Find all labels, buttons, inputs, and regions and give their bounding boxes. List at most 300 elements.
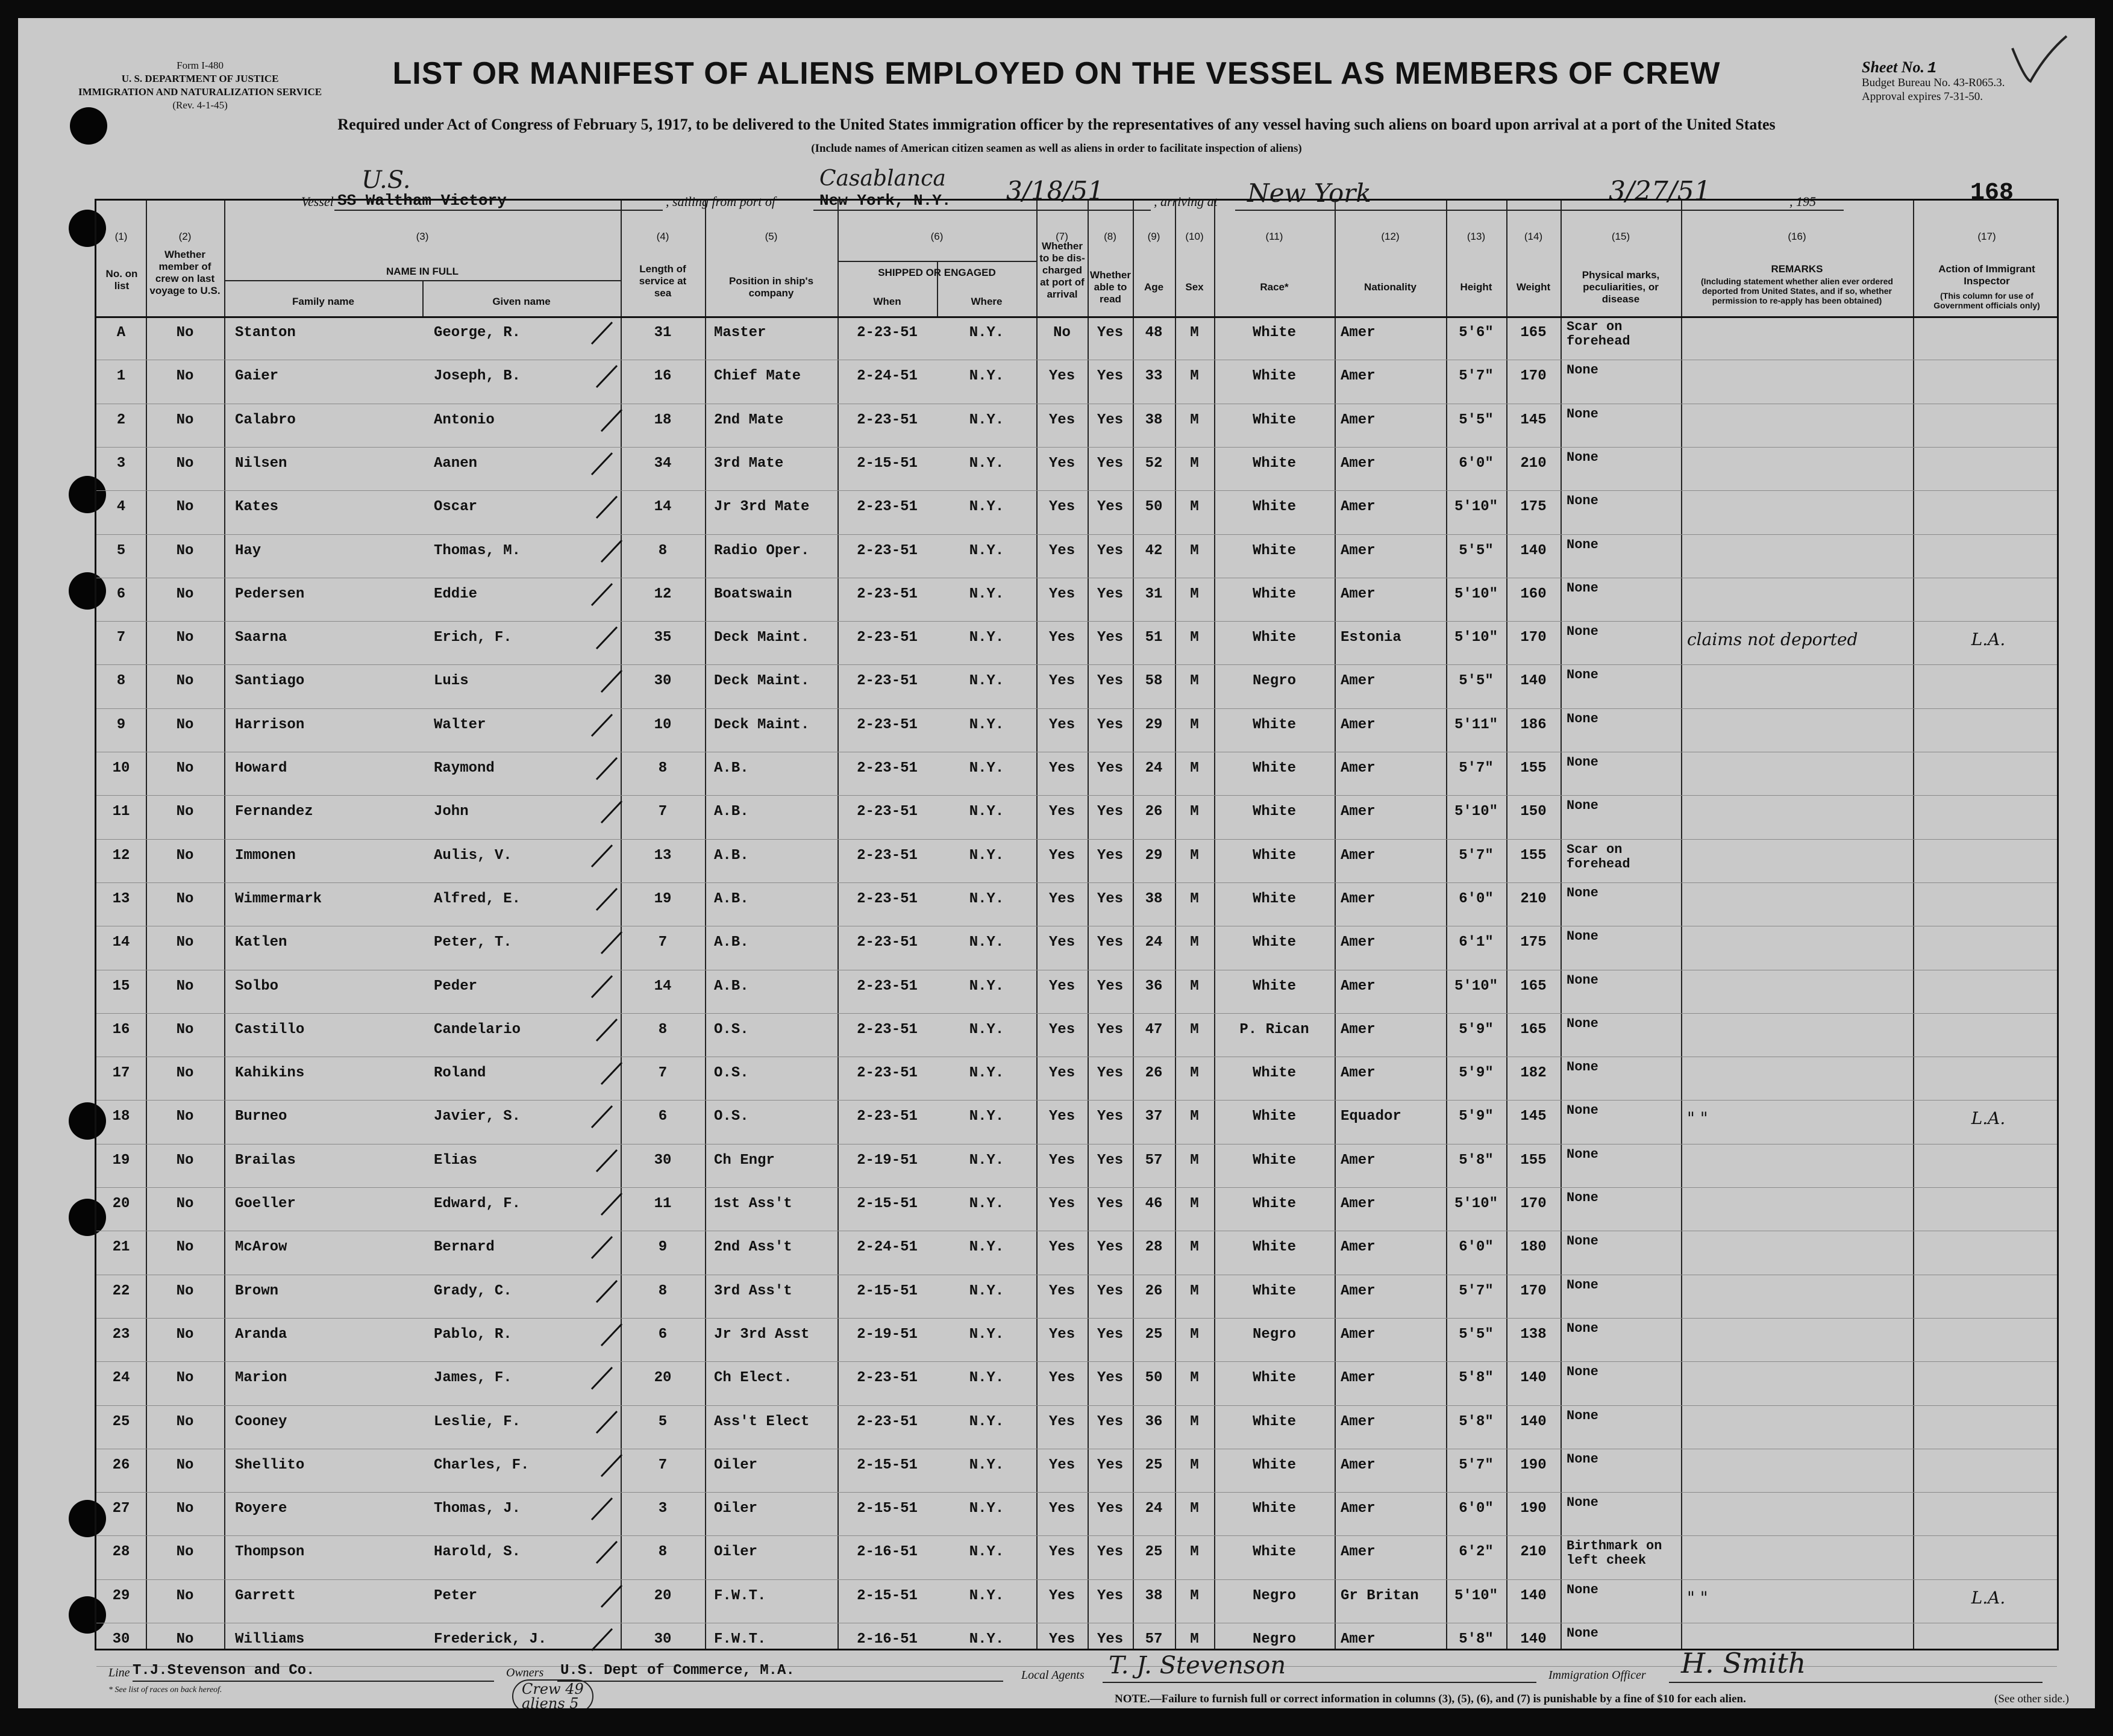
service-years: 18	[654, 411, 672, 428]
able-read: Yes	[1097, 1413, 1124, 1430]
position: F.W.T.	[714, 1631, 766, 1647]
shipped-when: 2-23-51	[857, 673, 918, 690]
shipped-when: 2-23-51	[857, 1065, 918, 1082]
physical-marks: None	[1567, 667, 1598, 683]
race: Negro	[1252, 1587, 1296, 1604]
row-no: 4	[116, 499, 126, 516]
able-read: Yes	[1097, 1282, 1124, 1299]
header-family-name: Family name	[292, 296, 354, 307]
shipped-where: N.Y.	[969, 629, 1004, 646]
nationality: Amer	[1341, 542, 1376, 559]
family-name: Fernandez	[235, 804, 313, 820]
shipped-when: 2-15-51	[857, 1457, 918, 1473]
position: Deck Maint.	[714, 673, 810, 690]
row-no: 9	[116, 716, 126, 733]
able-read: Yes	[1097, 760, 1124, 776]
nationality: Amer	[1341, 1326, 1376, 1343]
age: 46	[1145, 1196, 1163, 1212]
row-divider	[96, 1187, 2057, 1188]
header-race: Race*	[1260, 281, 1289, 293]
shipped-when: 2-15-51	[857, 1196, 918, 1212]
age: 57	[1145, 1152, 1163, 1169]
check-tick	[595, 363, 619, 393]
check-tick	[590, 1496, 615, 1526]
age: 29	[1145, 716, 1163, 733]
physical-marks: None	[1567, 624, 1598, 640]
able-read: Yes	[1097, 673, 1124, 690]
height: 6'2"	[1459, 1544, 1494, 1561]
height: 5'7"	[1459, 760, 1494, 776]
sex: M	[1190, 629, 1199, 646]
sailing-label: , sailing from port of	[666, 194, 775, 209]
shipped-when: 2-16-51	[857, 1631, 918, 1647]
sex: M	[1190, 716, 1199, 733]
discharged: No	[1053, 325, 1071, 341]
family-name: Hay	[235, 542, 261, 559]
physical-marks: None	[1567, 1190, 1598, 1205]
row-no: 18	[112, 1108, 130, 1125]
given-name: Aulis, V.	[434, 847, 512, 864]
last-voyage: No	[176, 411, 194, 428]
height: 5'7"	[1459, 847, 1494, 864]
physical-marks: None	[1567, 493, 1598, 509]
discharged: Yes	[1048, 1196, 1075, 1212]
given-name: Eddie	[434, 585, 478, 602]
service-years: 35	[654, 629, 672, 646]
row-divider	[96, 1579, 2057, 1580]
last-voyage: No	[176, 1587, 194, 1604]
check-tick	[600, 1060, 624, 1090]
vessel-label: Vessel	[301, 194, 334, 209]
weight: 160	[1520, 585, 1547, 602]
given-name: Elias	[434, 1152, 478, 1169]
row-no: 15	[112, 978, 130, 994]
discharged: Yes	[1048, 368, 1075, 385]
arriving-port: New York	[1247, 178, 1371, 208]
nationality: Estonia	[1341, 629, 1401, 646]
last-voyage: No	[176, 673, 194, 690]
row-no: 26	[112, 1457, 130, 1473]
shipped-where: N.Y.	[969, 1587, 1004, 1604]
weight: 165	[1520, 325, 1547, 341]
age: 38	[1145, 1587, 1163, 1604]
position: Oiler	[714, 1544, 758, 1561]
physical-marks: None	[1567, 1016, 1598, 1031]
given-name: Raymond	[434, 760, 495, 776]
age: 58	[1145, 673, 1163, 690]
shipped-where: N.Y.	[969, 1196, 1004, 1212]
discharged: Yes	[1048, 760, 1075, 776]
remarks: " "	[1687, 1587, 1708, 1608]
able-read: Yes	[1097, 1152, 1124, 1169]
shipped-where: N.Y.	[969, 411, 1004, 428]
see-other-side: (See other side.)	[1994, 1693, 2069, 1705]
height: 6'1"	[1459, 934, 1494, 951]
able-read: Yes	[1097, 629, 1124, 646]
given-name: Javier, S.	[434, 1108, 521, 1125]
row-no: 1	[116, 368, 126, 385]
age: 50	[1145, 1370, 1163, 1387]
weight: 210	[1520, 1544, 1547, 1561]
row-divider	[96, 795, 2057, 796]
header-weight: Weight	[1516, 281, 1551, 293]
height: 5'10"	[1454, 804, 1498, 820]
age: 38	[1145, 890, 1163, 907]
last-voyage: No	[176, 1631, 194, 1647]
service-years: 31	[654, 325, 672, 341]
sex: M	[1190, 1239, 1199, 1256]
sex: M	[1190, 1500, 1199, 1517]
able-read: Yes	[1097, 542, 1124, 559]
discharged: Yes	[1048, 542, 1075, 559]
weight: 210	[1520, 890, 1547, 907]
able-read: Yes	[1097, 585, 1124, 602]
shipped-when: 2-23-51	[857, 760, 918, 776]
able-read: Yes	[1097, 1108, 1124, 1125]
row-no: 30	[112, 1631, 130, 1647]
age: 26	[1145, 804, 1163, 820]
discharged: Yes	[1048, 1457, 1075, 1473]
physical-marks: None	[1567, 580, 1598, 596]
height: 5'10"	[1454, 629, 1498, 646]
given-name: Alfred, E.	[434, 890, 521, 907]
weight: 145	[1520, 411, 1547, 428]
shipped-where: N.Y.	[969, 1500, 1004, 1517]
remarks: " "	[1687, 1108, 1708, 1129]
arrival-date: 3/27/51	[1609, 176, 1711, 207]
weight: 165	[1520, 978, 1547, 994]
position: Ass't Elect	[714, 1413, 810, 1430]
given-name: Peter, T.	[434, 934, 512, 951]
age: 33	[1145, 368, 1163, 385]
shipped-where: N.Y.	[969, 760, 1004, 776]
able-read: Yes	[1097, 716, 1124, 733]
header-last-voyage: Whether member of crew on last voyage to U.S.	[149, 249, 221, 296]
weight: 170	[1520, 368, 1547, 385]
position: 1st Ass't	[714, 1196, 792, 1212]
sex: M	[1190, 890, 1199, 907]
sex: M	[1190, 1021, 1199, 1038]
last-voyage: No	[176, 978, 194, 994]
service-years: 10	[654, 716, 672, 733]
physical-marks: None	[1567, 363, 1598, 378]
sex: M	[1190, 1587, 1199, 1604]
sex: M	[1190, 542, 1199, 559]
height: 5'10"	[1454, 978, 1498, 994]
row-no: 22	[112, 1282, 130, 1299]
nationality: Amer	[1341, 1196, 1376, 1212]
shipped-where: N.Y.	[969, 890, 1004, 907]
height: 5'5"	[1459, 673, 1494, 690]
position: O.S.	[714, 1065, 749, 1082]
service-years: 11	[654, 1196, 672, 1212]
sex: M	[1190, 1457, 1199, 1473]
sex: M	[1190, 1065, 1199, 1082]
position: Chief Mate	[714, 368, 801, 385]
discharged: Yes	[1048, 499, 1075, 516]
weight: 140	[1520, 1587, 1547, 1604]
family-name: Cooney	[235, 1413, 287, 1430]
row-no: 24	[112, 1370, 130, 1387]
shipped-where: N.Y.	[969, 1282, 1004, 1299]
discharged: Yes	[1048, 1239, 1075, 1256]
officer-signature: H. Smith	[1681, 1647, 1806, 1679]
weight: 140	[1520, 1413, 1547, 1430]
shipped-when: 2-23-51	[857, 1413, 918, 1430]
owners-value: U.S. Dept of Commerce, M.A.	[560, 1663, 795, 1679]
weight: 170	[1520, 1196, 1547, 1212]
race: Negro	[1252, 673, 1296, 690]
position: Deck Maint.	[714, 716, 810, 733]
row-no: 23	[112, 1326, 130, 1343]
nationality: Amer	[1341, 847, 1376, 864]
last-voyage: No	[176, 1152, 194, 1169]
family-name: Brown	[235, 1282, 279, 1299]
row-divider	[96, 490, 2057, 491]
vessel-name: SS Waltham Victory	[337, 192, 507, 210]
given-name: John	[434, 804, 469, 820]
discharged: Yes	[1048, 978, 1075, 994]
check-tick	[590, 451, 615, 481]
race: White	[1252, 847, 1296, 864]
able-read: Yes	[1097, 1326, 1124, 1343]
nationality: Amer	[1341, 1413, 1376, 1430]
race: White	[1252, 585, 1296, 602]
nationality: Amer	[1341, 890, 1376, 907]
height: 5'10"	[1454, 585, 1498, 602]
physical-marks: None	[1567, 406, 1598, 422]
shipped-where: N.Y.	[969, 1413, 1004, 1430]
check-tick	[595, 625, 619, 655]
discharged: Yes	[1048, 585, 1075, 602]
check-tick	[600, 1191, 624, 1221]
discharged: Yes	[1048, 934, 1075, 951]
able-read: Yes	[1097, 1631, 1124, 1647]
position: A.B.	[714, 847, 749, 864]
position: A.B.	[714, 934, 749, 951]
nationality: Equador	[1341, 1108, 1401, 1125]
last-voyage: No	[176, 847, 194, 864]
row-no: 27	[112, 1500, 130, 1517]
vessel-hand: U.S.	[362, 166, 411, 194]
able-read: Yes	[1097, 978, 1124, 994]
weight: 165	[1520, 1021, 1547, 1038]
position: O.S.	[714, 1021, 749, 1038]
shipped-when: 2-23-51	[857, 585, 918, 602]
check-tick	[590, 1365, 615, 1395]
family-name: Marion	[235, 1370, 287, 1387]
row-no: 16	[112, 1021, 130, 1038]
nationality: Amer	[1341, 325, 1376, 341]
check-tick	[590, 1626, 615, 1656]
position: 3rd Mate	[714, 455, 784, 472]
check-tick	[595, 1409, 619, 1439]
age: 36	[1145, 978, 1163, 994]
physical-marks: None	[1567, 1364, 1598, 1380]
shipped-where: N.Y.	[969, 1631, 1004, 1647]
physical-marks: None	[1567, 1103, 1598, 1119]
crew-count-note: Crew 49 aliens 5	[512, 1679, 593, 1708]
header-when: When	[873, 296, 901, 307]
age: 25	[1145, 1326, 1163, 1343]
weight: 175	[1520, 934, 1547, 951]
age: 42	[1145, 542, 1163, 559]
family-name: Gaier	[235, 368, 279, 385]
family-name: McArow	[235, 1239, 287, 1256]
shipped-when: 2-23-51	[857, 325, 918, 341]
header-action: Action of Immigrant Inspector	[1938, 263, 2035, 287]
row-divider	[96, 882, 2057, 883]
discharged: Yes	[1048, 1326, 1075, 1343]
position: Master	[714, 325, 766, 341]
height: 5'10"	[1454, 1196, 1498, 1212]
last-voyage: No	[176, 1457, 194, 1473]
row-no: 20	[112, 1196, 130, 1212]
age: 52	[1145, 455, 1163, 472]
race: White	[1252, 325, 1296, 341]
position: Ch Elect.	[714, 1370, 792, 1387]
position: Ch Engr	[714, 1152, 775, 1169]
able-read: Yes	[1097, 1065, 1124, 1082]
row-no: 6	[116, 585, 126, 602]
sex: M	[1190, 673, 1199, 690]
family-name: Wimmermark	[235, 890, 322, 907]
discharged: Yes	[1048, 1065, 1075, 1082]
race: Negro	[1252, 1326, 1296, 1343]
discharged: Yes	[1048, 629, 1075, 646]
row-divider	[96, 1405, 2057, 1406]
race: White	[1252, 629, 1296, 646]
sailing-port-typed: New York, N.Y.	[819, 192, 951, 210]
discharged: Yes	[1048, 1021, 1075, 1038]
shipped-where: N.Y.	[969, 325, 1004, 341]
discharged: Yes	[1048, 1631, 1075, 1647]
position: Radio Oper.	[714, 542, 810, 559]
nationality: Amer	[1341, 1457, 1376, 1473]
service-years: 7	[658, 1065, 668, 1082]
family-name: Calabro	[235, 411, 296, 428]
check-tick	[590, 320, 615, 350]
physical-marks: None	[1567, 1408, 1598, 1423]
discharged: Yes	[1048, 716, 1075, 733]
corner-checkmark	[2000, 30, 2073, 90]
remarks: claims not deported	[1687, 629, 1858, 650]
last-voyage: No	[176, 716, 194, 733]
weight: 155	[1520, 1152, 1547, 1169]
check-tick	[590, 843, 615, 873]
check-tick	[590, 973, 615, 1004]
discharged: Yes	[1048, 804, 1075, 820]
race: White	[1252, 1544, 1296, 1561]
shipped-where: N.Y.	[969, 716, 1004, 733]
shipped-where: N.Y.	[969, 1152, 1004, 1169]
check-tick	[600, 1452, 624, 1482]
check-tick	[600, 668, 624, 698]
check-tick	[590, 581, 615, 611]
row-divider	[96, 1013, 2057, 1014]
header-remarks-note: (Including statement whether alien ever ordered deported from United States, and if so, whether permission to re-apply has been obtained)	[1701, 276, 1893, 305]
last-voyage: No	[176, 499, 194, 516]
service-years: 8	[658, 542, 668, 559]
family-name: Kates	[235, 499, 279, 516]
age: 24	[1145, 760, 1163, 776]
sex: M	[1190, 1631, 1199, 1647]
nationality: Amer	[1341, 1065, 1376, 1082]
weight: 182	[1520, 1065, 1547, 1082]
sex: M	[1190, 411, 1199, 428]
given-name: Bernard	[434, 1239, 495, 1256]
sex: M	[1190, 368, 1199, 385]
last-voyage: No	[176, 1500, 194, 1517]
shipped-when: 2-23-51	[857, 542, 918, 559]
discharged: Yes	[1048, 455, 1075, 472]
position: 2nd Ass't	[714, 1239, 792, 1256]
weight: 140	[1520, 1631, 1547, 1647]
check-tick	[595, 1017, 619, 1047]
nationality: Amer	[1341, 1500, 1376, 1517]
sex: M	[1190, 455, 1199, 472]
height: 5'10"	[1454, 499, 1498, 516]
physical-marks: None	[1567, 1582, 1598, 1597]
check-tick	[595, 1147, 619, 1178]
given-name: George, R.	[434, 325, 521, 341]
shipped-where: N.Y.	[969, 1239, 1004, 1256]
race: White	[1252, 368, 1296, 385]
family-name: Shellito	[235, 1457, 305, 1473]
row-divider	[96, 708, 2057, 709]
shipped-when: 2-23-51	[857, 1021, 918, 1038]
family-name: Harrison	[235, 716, 305, 733]
weight: 170	[1520, 1282, 1547, 1299]
race: White	[1252, 1196, 1296, 1212]
header-no-on-list: No. on list	[105, 268, 138, 292]
sex: M	[1190, 325, 1199, 341]
last-voyage: No	[176, 1108, 194, 1125]
owners-label: Owners	[506, 1666, 544, 1679]
sex: M	[1190, 934, 1199, 951]
height: 5'9"	[1459, 1065, 1494, 1082]
physical-marks: None	[1567, 449, 1598, 465]
sex: M	[1190, 1544, 1199, 1561]
race: White	[1252, 1108, 1296, 1125]
discharged: Yes	[1048, 1544, 1075, 1561]
shipped-when: 2-23-51	[857, 1108, 918, 1125]
able-read: Yes	[1097, 368, 1124, 385]
header-action-note: (This column for use of Government officials only)	[1933, 291, 2040, 310]
shipped-when: 2-23-51	[857, 716, 918, 733]
last-voyage: No	[176, 1196, 194, 1212]
nationality: Amer	[1341, 1282, 1376, 1299]
weight: 180	[1520, 1239, 1547, 1256]
row-divider	[96, 534, 2057, 535]
physical-marks: None	[1567, 1451, 1598, 1467]
shipped-where: N.Y.	[969, 1021, 1004, 1038]
position: A.B.	[714, 760, 749, 776]
shipped-when: 2-15-51	[857, 1587, 918, 1604]
row-no: 25	[112, 1413, 130, 1430]
age: 24	[1145, 1500, 1163, 1517]
shipped-where: N.Y.	[969, 1108, 1004, 1125]
height: 6'0"	[1459, 890, 1494, 907]
age: 50	[1145, 499, 1163, 516]
nationality: Amer	[1341, 585, 1376, 602]
sailing-port-hand: Casablanca	[819, 166, 946, 191]
age: 28	[1145, 1239, 1163, 1256]
family-name: Stanton	[235, 325, 296, 341]
given-name: Antonio	[434, 411, 495, 428]
family-name: Garrett	[235, 1587, 296, 1604]
given-name: Harold, S.	[434, 1544, 521, 1561]
